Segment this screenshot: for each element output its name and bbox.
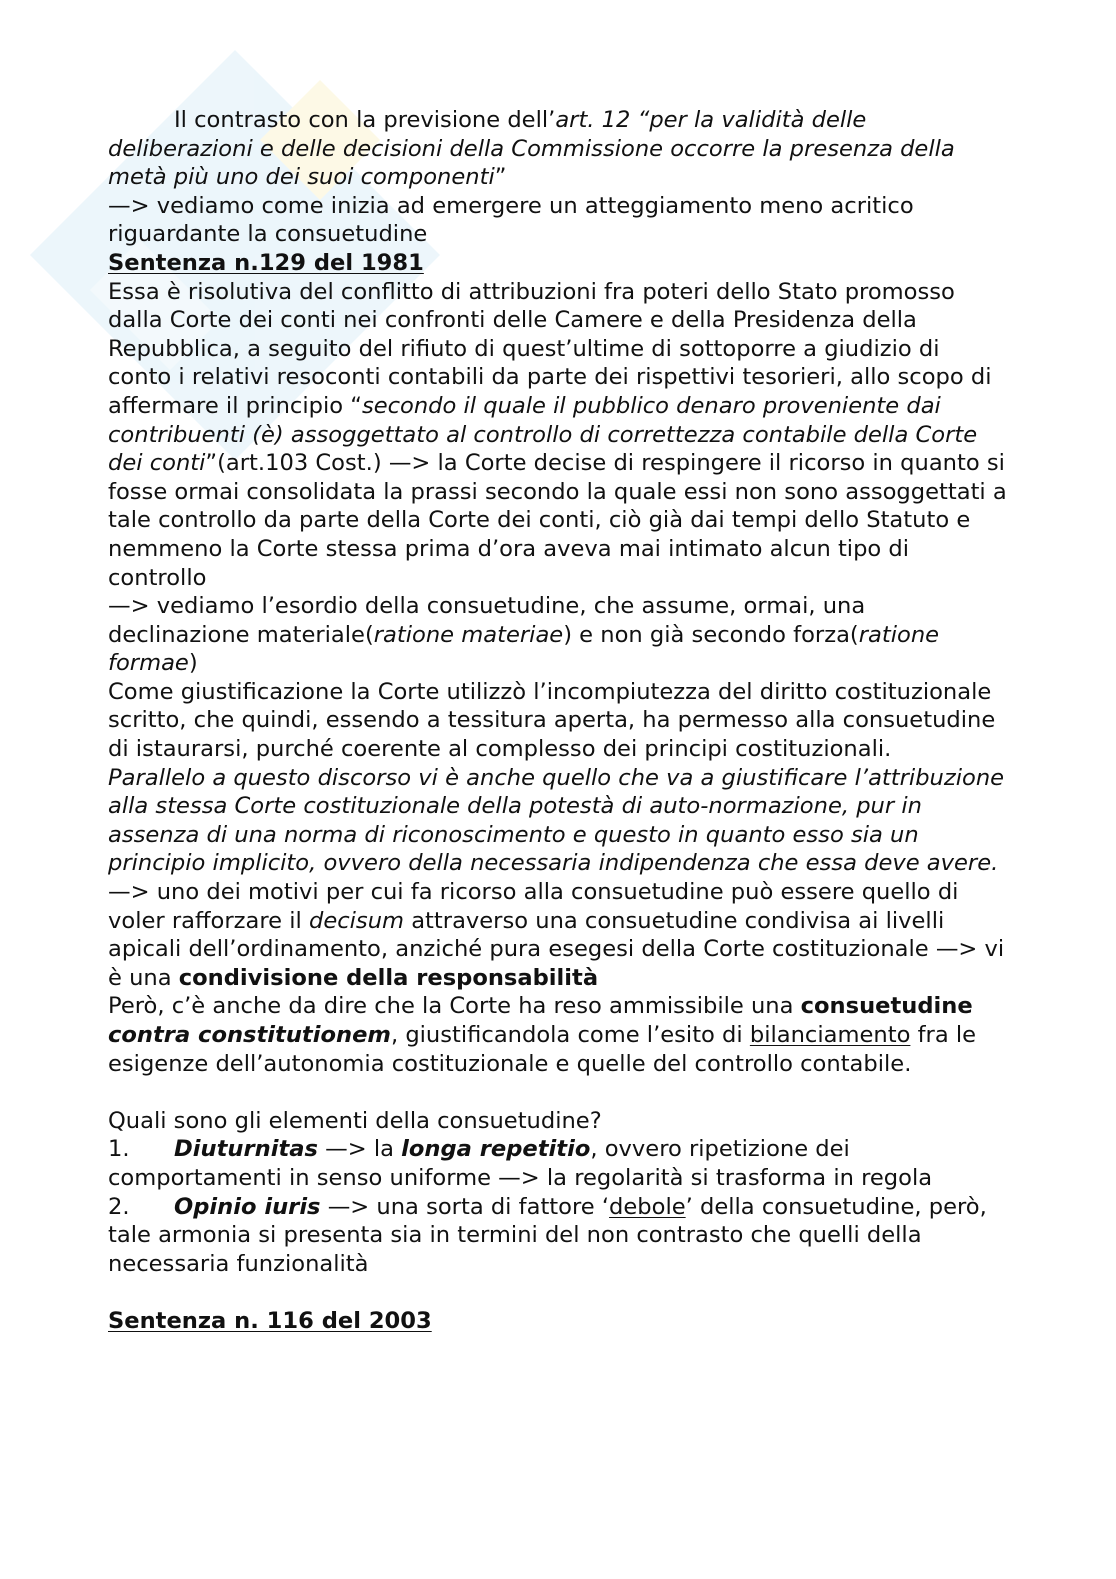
- paragraph-4: [108, 764, 1008, 878]
- list-2-underlined: debole: [609, 1193, 686, 1220]
- list-number: 2.: [108, 1193, 130, 1220]
- paragraph-1: [108, 278, 1008, 593]
- intro-quote-close: ”: [494, 164, 507, 191]
- p1-text-b: ”(art.103 Cost.) —> la Corte decise di respingere il ricorso in quanto si fosse ormai consolidata la prassi secondo la quale essi non sono assoggettati a tale controllo da parte della Corte dei conti, ciò già dai tempi dello Statuto e nemmeno la Corte stessa prima d’ora aveva mai intimato alcun tipo di controllo: [108, 450, 1007, 591]
- p2-text-b: ) e non già secondo forza(: [563, 621, 859, 648]
- list-number: 1.: [108, 1136, 130, 1163]
- intro-art-ref: art. 12: [555, 107, 631, 133]
- heading-sentenza-1981: [108, 249, 1008, 278]
- p5-text-a: —> uno dei motivi per cui fa ricorso alla consuetudine può essere quello di voler rafforzare il: [108, 879, 959, 934]
- document-page: [108, 106, 1008, 1336]
- heading-2-text: Sentenza n. 116 del 2003: [108, 1308, 432, 1335]
- list-1-text-b: , ovvero ripetizione dei comportamenti in senso uniforme —> la regolarità si trasforma in regola: [108, 1136, 933, 1191]
- p5-decisum: decisum: [308, 907, 405, 934]
- list-2-text-b: ’ della consuetudine, però, tale armonia si presenta sia in termini del non contrasto che quelli della necessaria funzionalità: [108, 1193, 987, 1277]
- arrow-line-1: —> vediamo come inizia ad emergere un atteggiamento meno acritico riguardante la consuetudine: [108, 192, 914, 248]
- p1-quote: secondo il quale il pubblico denaro proveniente dai contribuenti (è) assoggettato al controllo di correttezza contabile della Corte dei conti: [108, 392, 978, 477]
- p1-text-a: Essa è risolutiva del conflitto di attribuzioni fra poteri dello Stato promosso dalla Corte dei conti nei confronti delle Camere e della Presidenza della Repubblica, a seguito del rifiuto di quest’ultime di sottoporre a giudizio di conto i relativi resoconti contabili da parte dei rispettivi tesorieri, allo scopo di affermare il principio “: [108, 278, 992, 419]
- p6-bold-a: consuetudine: [800, 993, 973, 1020]
- list-item-2: [108, 1193, 1008, 1279]
- question-line: Quali sono gli elementi della consuetudine?: [108, 1107, 602, 1134]
- p5-bold: condivisione della responsabilità: [178, 964, 599, 991]
- list-1-term: Diuturnitas: [174, 1136, 318, 1163]
- paragraph-3: Come giustificazione la Corte utilizzò l’incompiutezza del diritto costituzionale scritto, che quindi, essendo a tessitura aperta, ha permesso alla consuetudine di istaurarsi, purché coerente al complesso dei principi costituzionali.: [108, 678, 996, 763]
- paragraph-6: [108, 992, 1008, 1078]
- p6-underlined: bilanciamento: [749, 1022, 911, 1048]
- spacer: [108, 1078, 1008, 1107]
- intro-quote-open: “: [630, 107, 650, 133]
- list-1-text-a: —> la: [317, 1136, 402, 1163]
- intro-lead: Il contrasto con la previsione dell’: [174, 107, 556, 133]
- list-1-term2: longa repetitio: [401, 1136, 591, 1163]
- paragraph-5: [108, 878, 1008, 992]
- paragraph-2: [108, 592, 1008, 678]
- heading-sentenza-2003: [108, 1307, 1008, 1336]
- p2-text-a: —> vediamo l’esordio della consuetudine, che assume, ormai, una declinazione materiale(: [108, 593, 866, 648]
- list-item-1: [108, 1135, 1008, 1192]
- p6-text-b: , giustificandola come l’esito di: [390, 1022, 750, 1048]
- p6-bold-italic: contra constitutionem: [108, 1022, 391, 1048]
- p2-ratione-materiae: ratione materiae: [373, 621, 564, 648]
- p6-text-a: Però, c’è anche da dire che la Corte ha reso ammissibile una: [108, 993, 801, 1020]
- p4-italic-text: Parallelo a questo discorso vi è anche quello che va a giustificare l’attribuzione alla stessa Corte costituzionale della potestà di auto-normazione, pur in assenza di una norma di riconoscimento e questo in quanto esso sia un principio implicito, ovvero della necessaria indipendenza che essa deve avere.: [108, 764, 1005, 877]
- heading-1-text: Sentenza n.129 del 1981: [108, 249, 424, 276]
- list-2-text-a: —> una sorta di fattore ‘: [320, 1193, 610, 1220]
- p2-ratione-formae: ratione formae: [108, 621, 940, 677]
- p5-text-b: attraverso una consuetudine condivisa ai livelli apicali dell’ordinamento, anziché pura esegesi della Corte costituzionale —> vi è una: [108, 907, 1005, 991]
- intro-quote: per la validità delle deliberazioni e delle decisioni della Commissione occorre la presenza della metà più uno dei suoi componenti: [108, 107, 955, 191]
- p6-text-c: fra le esigenze dell’autonomia costituzionale e quelle del controllo contabile.: [108, 1022, 977, 1077]
- spacer: [108, 1278, 1008, 1307]
- p2-text-c: ): [188, 650, 198, 677]
- list-2-term: Opinio iuris: [174, 1193, 321, 1220]
- bullet-paragraph: [108, 106, 1008, 192]
